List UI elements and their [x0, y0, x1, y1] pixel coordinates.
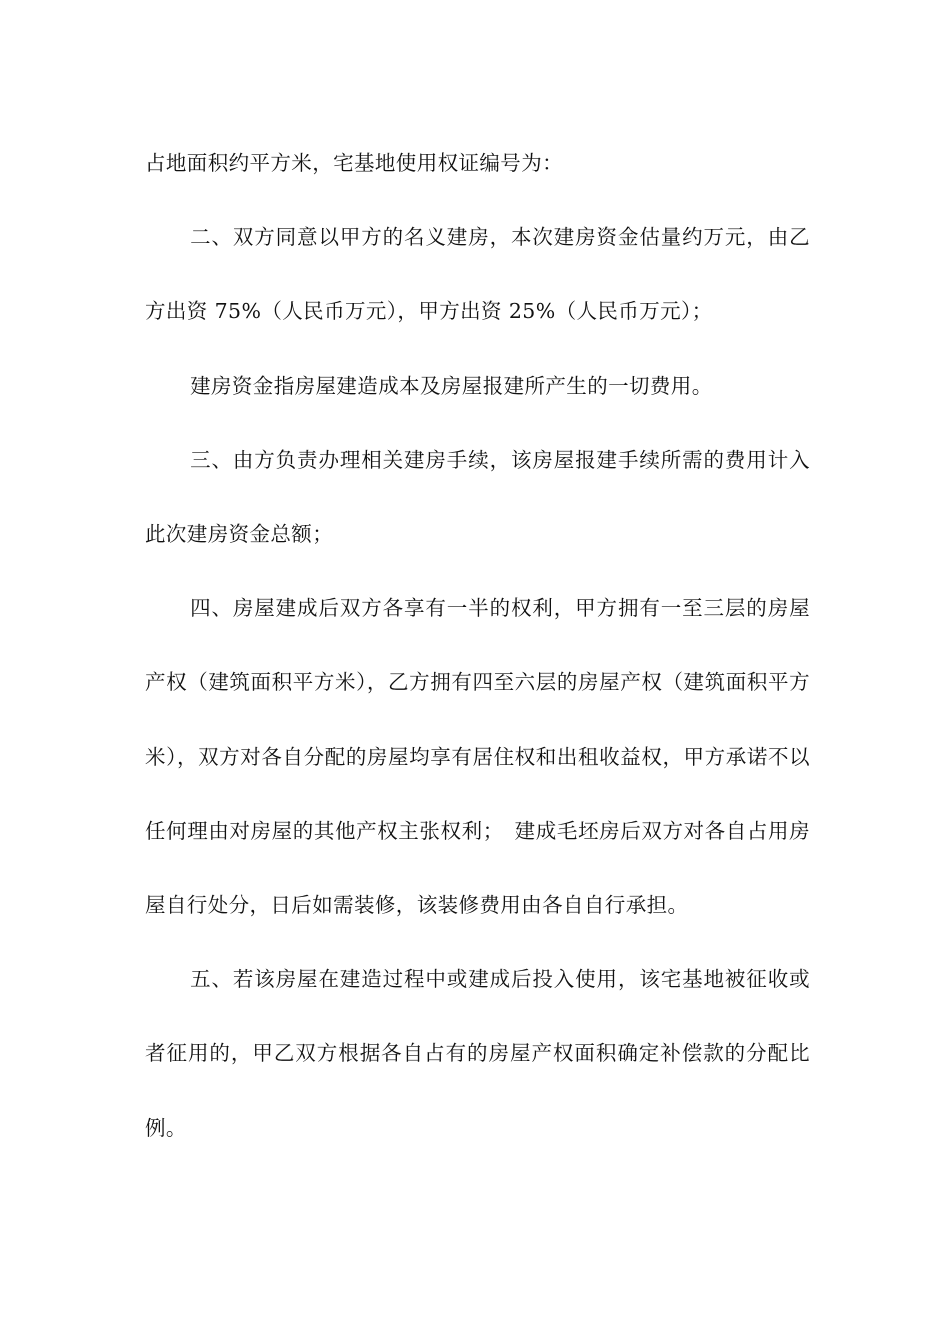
paragraph-clause-two: 二、双方同意以甲方的名义建房，本次建房资金估量约万元，由乙方出资 75%（人民币万元），甲方出资 25%（人民币万元）；: [145, 225, 810, 324]
paragraph-land-area: 占地面积约平方米，宅基地使用权证编号为：: [145, 151, 563, 175]
paragraph-clause-five: 五、若该房屋在建造过程中或建成后投入使用，该宅基地被征收或者征用的，甲乙双方根据各自占有的房屋产权面积确定补偿款的分配比例。: [145, 967, 810, 1140]
document-body: [145, 126, 810, 1165]
paragraph-fund-definition: 建房资金指房屋建造成本及房屋报建所产生的一切费用。: [190, 373, 713, 398]
paragraph-clause-four: 四、房屋建成后双方各享有一半的权利，甲方拥有一至三层的房屋产权（建筑面积平方米），乙方拥有四至六层的房屋产权（建筑面积平方米），双方对各自分配的房屋均享有居住权和出租收益权，甲方承诺不以任何理由对房屋的其他产权主张权利； 建成毛坯房后双方对各自占用房屋自行处分，日后如需装修，该装修费用由各自自行承担。: [145, 596, 810, 918]
paragraph-clause-three: 三、由方负责办理相关建房手续，该房屋报建手续所需的费用计入此次建房资金总额；: [145, 447, 810, 547]
